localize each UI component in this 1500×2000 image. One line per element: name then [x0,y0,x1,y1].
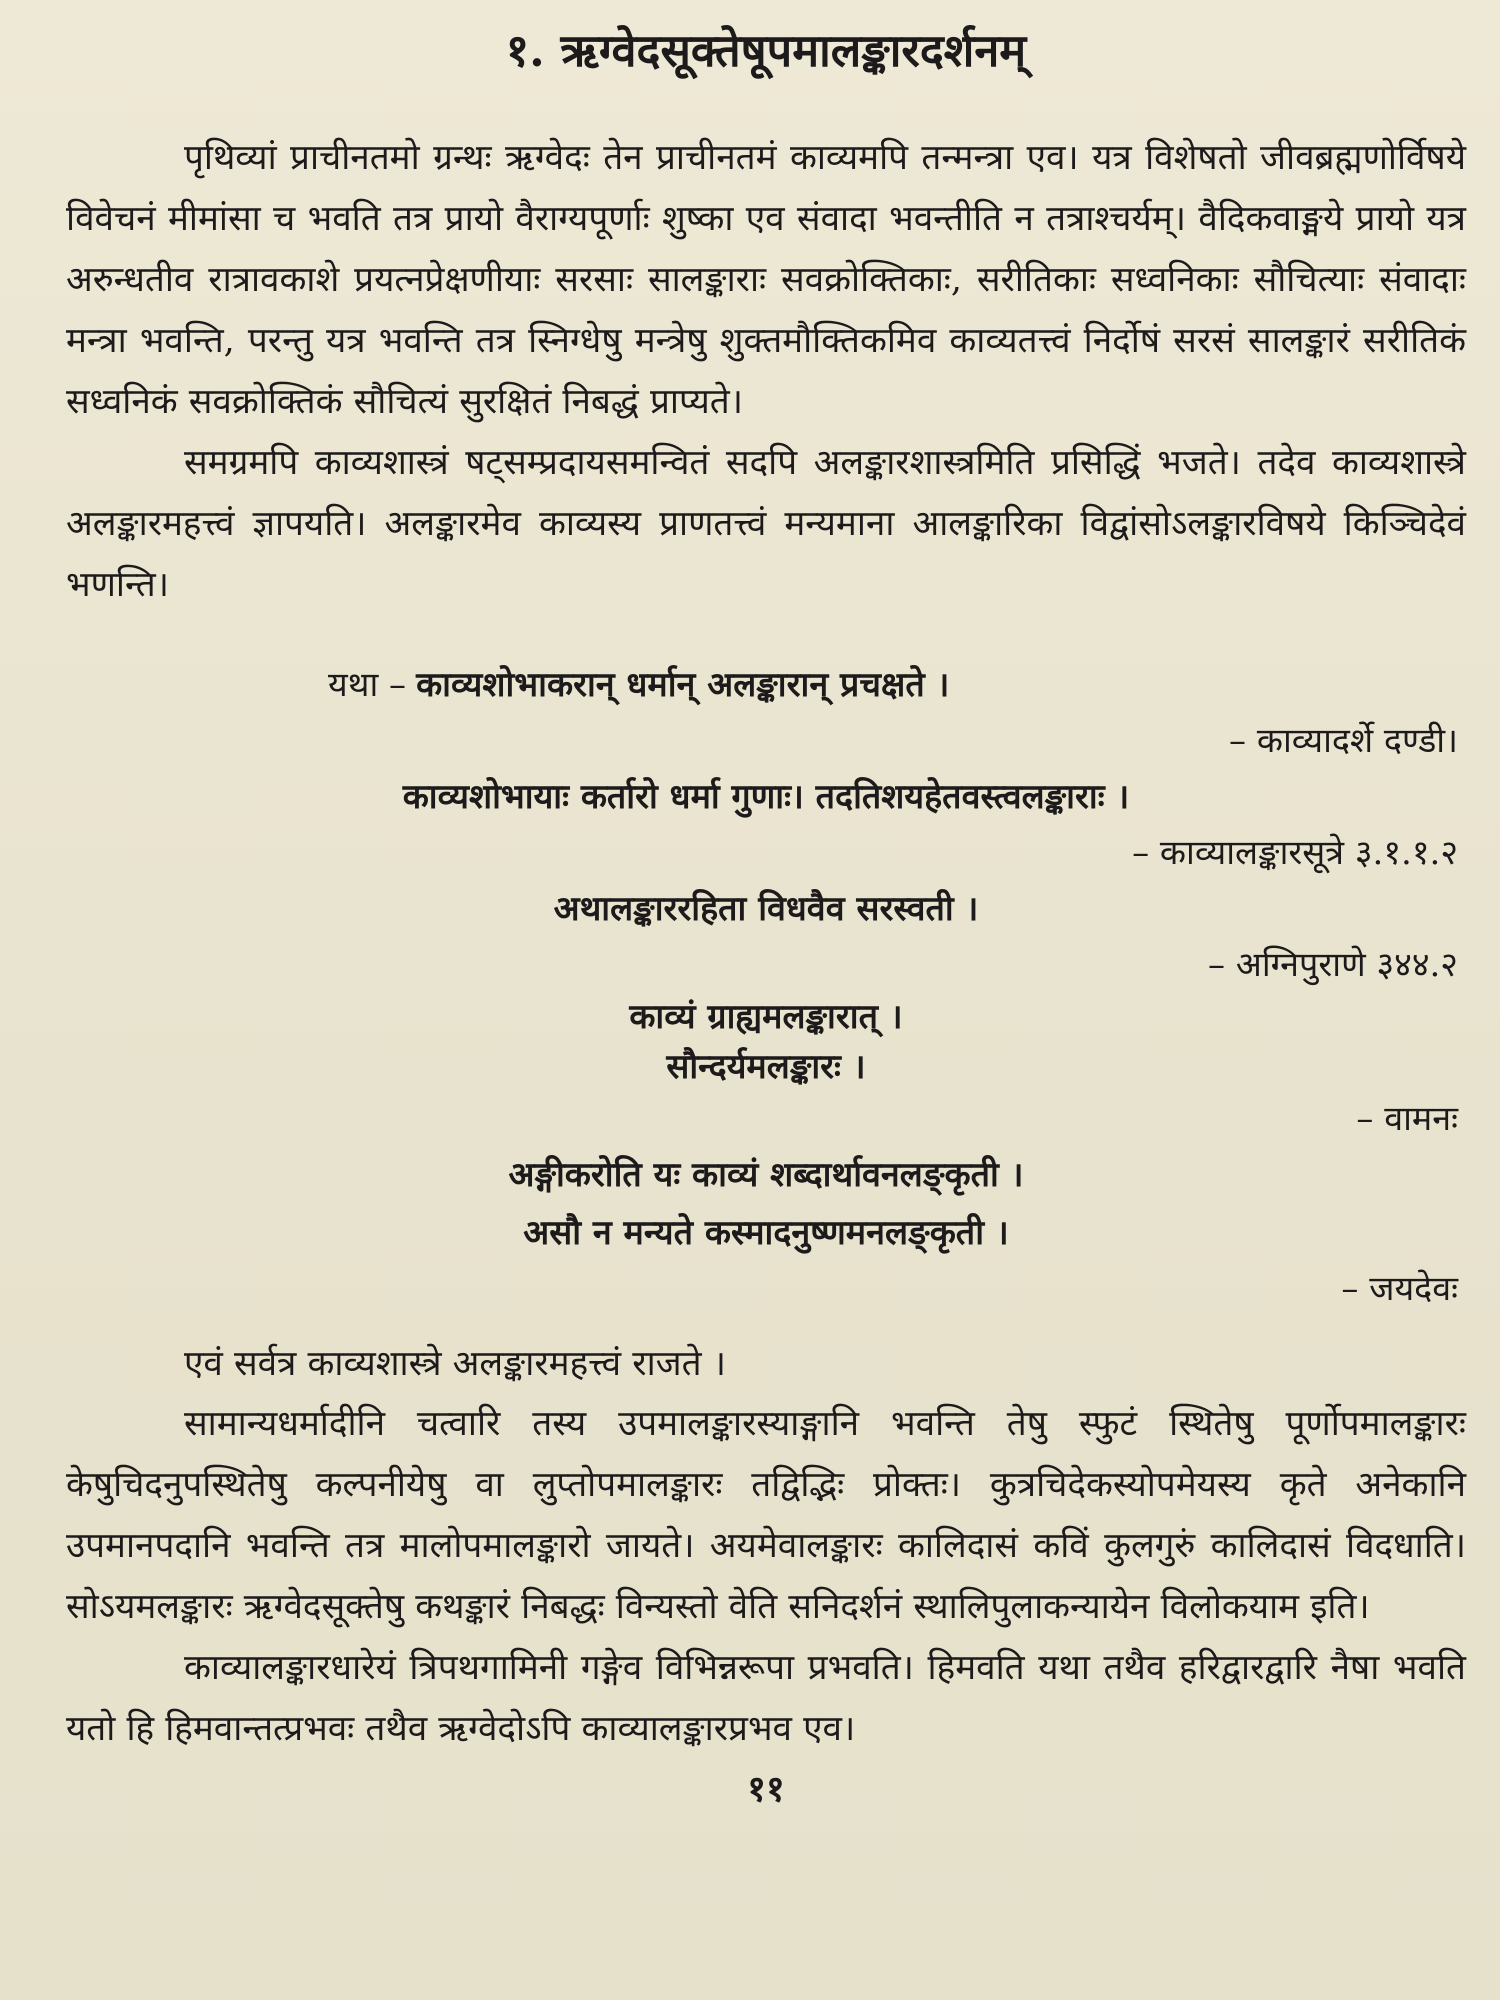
paragraph-3: सामान्यधर्मादीनि चत्वारि तस्य उपमालङ्कारस्याङ्गानि भवन्ति तेषु स्फुटं स्थितेषु पूर्णोपमालङ्कारः केषुचिदनुपस्थितेषु कल्पनीयेषु वा लुप्तोपमालङ्कारः तद्विद्भिः प्रोक्तः। कुत्रचिदेकस्योपमेयस्य कृते अनेकानि उपमानपदानि भवन्ति तत्र मालोपमालङ्कारो जायते। अयमेवालङ्कारः कालिदासं कविं कुलगुरुं कालिदासं विदधाति। सोऽयमलङ्कारः ऋग्वेदसूक्तेषु कथङ्कारं निबद्धः विन्यस्तो वेति सनिदर्शनं स्थालिपुलाकन्यायेन विलोकयाम इति। [66,1404,1466,1627]
quote-5-line-1: अङ्गीकरोति यः काव्यं शब्दार्थावनलङ्कृती । [508,1155,1024,1195]
quote-intro: यथा – [328,665,407,705]
quote-1-source: – काव्यादर्शे दण्डी। [1229,721,1458,761]
paragraph-1: पृथिव्यां प्राचीनतमो ग्रन्थः ऋग्वेदः तेन प्राचीनतमं काव्यमपि तन्मन्त्रा एव। यत्र विशेषतो जीवब्रह्मणोर्विषये विवेचनं मीमांसा च भवति तत्र प्रायो वैराग्यपूर्णाः शुष्का एव संवादा भवन्तीति न तत्राश्चर्यम्। वैदिकवाङ्मये प्रायो यत्र अरुन्धतीव रात्रावकाशे प्रयत्नप्रेक्षणीयाः सरसाः सालङ्काराः सवक्रोक्तिकाः, सरीतिकाः सध्वनिकाः सौचित्याः संवादाः मन्त्रा भवन्ति, परन्तु यत्र भवन्ति तत्र स्निग्धेषु मन्त्रेषु शुक्तमौक्तिकमिव काव्यतत्त्वं निर्दोषं सरसं सालङ्कारं सरीतिकं सध्वनिकं सवक्रोक्तिकं सौचित्यं सुरक्षितं निबद्धं प्राप्यते। [66,138,1466,422]
quote-4-line-2: सौन्दर्यमलङ्कारः । [666,1047,866,1087]
paragraph-2: समग्रमपि काव्यशास्त्रं षट्सम्प्रदायसमन्वितं सदपि अलङ्कारशास्त्रमिति प्रसिद्धिं भजते। तदेव काव्यशास्त्रे अलङ्कारमहत्त्वं ज्ञापयति। अलङ्कारमेव काव्यस्य प्राणतत्त्वं मन्यमाना आलङ्कारिका विद्वांसोऽलङ्कारविषये किञ्चिदेवं भणन्ति। [66,443,1466,605]
quote-2-text: काव्यशोभायाः कर्तारो धर्मा गुणाः। तदतिशयहेतवस्त्वलङ्काराः । [402,777,1130,817]
quote-3-source: – अग्निपुराणे ३४४.२ [1208,945,1458,985]
quote-1-row [66,656,1466,714]
quote-5-line-2: असौ न मन्यते कस्मादनुष्णमनलङ्कृती । [523,1213,1009,1253]
quote-3-text: अथालङ्काररहिता विधवैव सरस्वती । [553,889,979,929]
closing-line: एवं सर्वत्र काव्यशास्त्रे अलङ्कारमहत्त्वं राजते । [184,1344,726,1384]
page-number: ११ [747,1768,785,1810]
chapter-title: १. ऋग्वेदसूक्तेषूपमालङ्कारदर्शनम् [505,24,1027,77]
quote-2-source: – काव्यालङ्कारसूत्रे ३.१.१.२ [1132,833,1458,873]
paragraph-4: काव्यालङ्कारधारेयं त्रिपथगामिनी गङ्गेव विभिन्नरूपा प्रभवति। हिमवति यथा तथैव हरिद्वारद्वारि नैषा भवति यतो हि हिमवान्तत्प्रभवः तथैव ऋग्वेदोऽपि काव्यालङ्कारप्रभव एव। [66,1648,1466,1749]
quote-5-source: – जयदेवः [1341,1269,1458,1309]
quote-4-line-1: काव्यं ग्राह्यमलङ्कारात् । [629,997,903,1037]
quote-4-source: – वामनः [1356,1099,1458,1139]
quote-1-text: काव्यशोभाकरान् धर्मान् अलङ्कारान् प्रचक्षते । [416,665,950,705]
